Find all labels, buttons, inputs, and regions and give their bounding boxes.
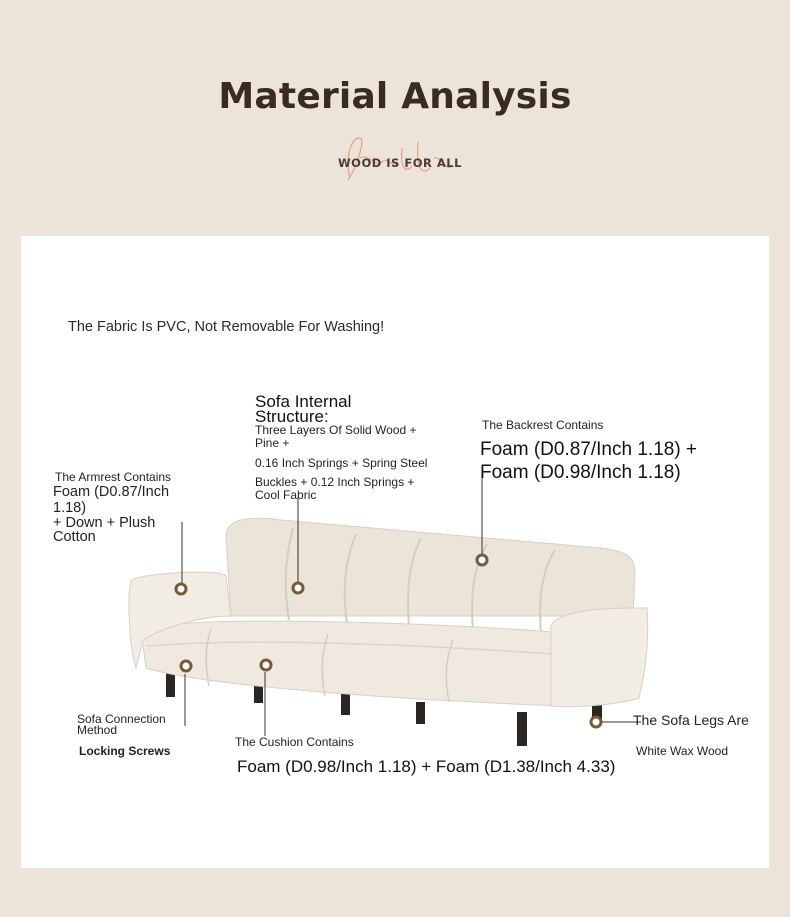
legs-detail: White Wax Wood <box>636 744 729 758</box>
page-title: Material Analysis <box>218 76 572 117</box>
legs-heading: The Sofa Legs Are <box>633 712 749 728</box>
armrest-heading: The Armrest Contains <box>55 470 172 484</box>
legs-marker[interactable] <box>591 717 601 727</box>
armrest-detail-2: + Down + Plush Cotton <box>53 515 156 545</box>
armrest-detail-1: Foam (D0.87/Inch 1.18) <box>53 484 170 516</box>
internal-structure-line1: Three Layers Of Solid Wood + Pine + <box>255 423 417 450</box>
backrest-detail-1: Foam (D0.87/Inch 1.18) + <box>480 439 698 460</box>
connection-marker[interactable] <box>181 661 191 671</box>
cushion-heading: The Cushion Contains <box>235 735 354 749</box>
backrest-heading: The Backrest Contains <box>482 418 604 432</box>
sofa-leg <box>517 712 527 746</box>
fabric-note: The Fabric Is PVC, Not Removable For Washing! <box>68 319 385 335</box>
backrest-marker[interactable] <box>477 555 487 565</box>
internal-structure-line3: Buckles + 0.12 Inch Springs + Cool Fabric <box>255 475 415 502</box>
product-panel <box>21 236 769 868</box>
backrest-detail-2: Foam (D0.98/Inch 1.18) <box>480 462 681 483</box>
brand-logo <box>330 128 480 188</box>
connection-detail: Locking Screws <box>79 744 171 758</box>
armrest-marker[interactable] <box>176 584 186 594</box>
cushion-marker[interactable] <box>261 660 271 670</box>
internal-structure-line2: 0.16 Inch Springs + Spring Steel <box>255 456 428 470</box>
sofa-leg <box>416 702 425 724</box>
cushion-detail: Foam (D0.98/Inch 1.18) + Foam (D1.38/Inch 4.33) <box>237 757 616 776</box>
internal-structure-marker[interactable] <box>293 583 303 593</box>
connection-heading: Sofa Connection Method <box>77 712 166 737</box>
internal-structure-title: Sofa Internal Structure: <box>255 392 352 426</box>
brand-tagline: WOOD IS FOR ALL <box>338 156 462 170</box>
